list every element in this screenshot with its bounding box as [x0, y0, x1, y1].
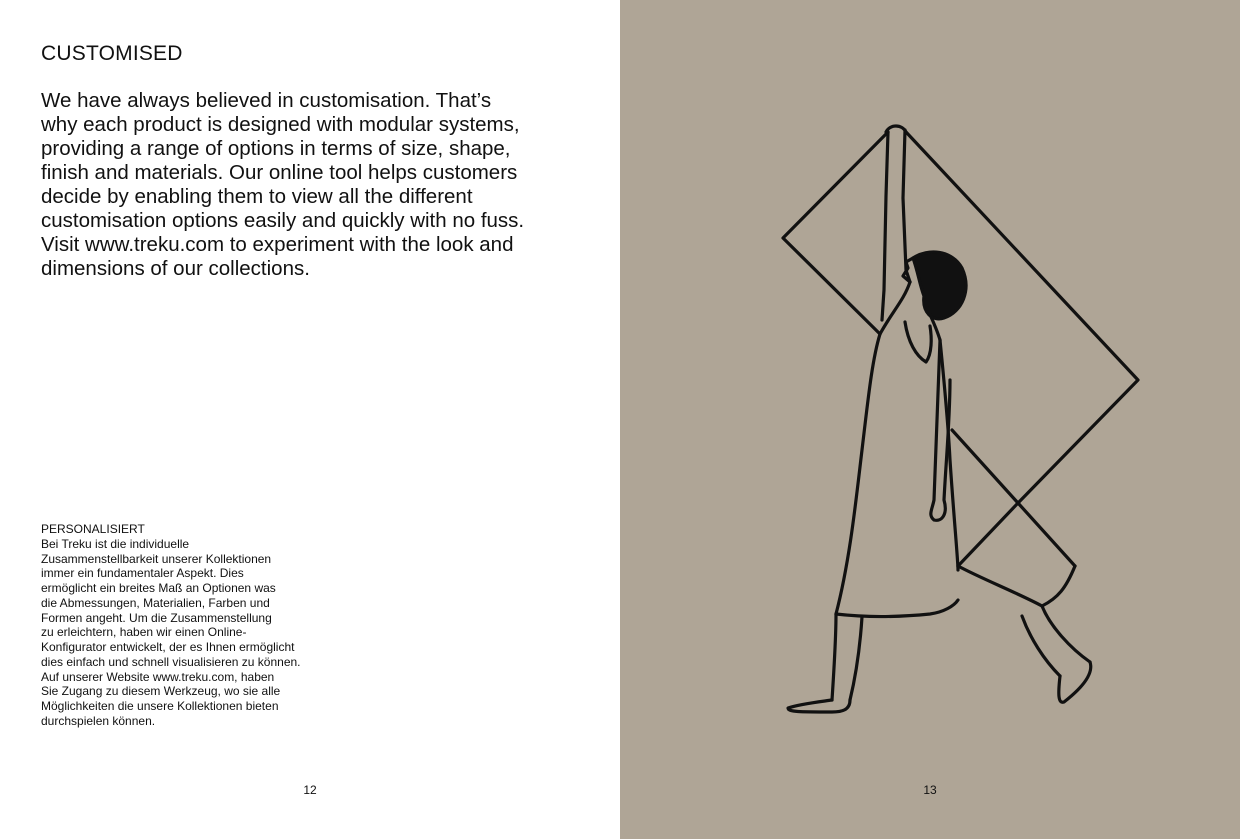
- german-line: Möglichkeiten die unsere Kollektionen bieten: [41, 699, 279, 713]
- page-heading: CUSTOMISED: [41, 42, 183, 65]
- intro-line: decide by enabling them to view all the different: [41, 185, 473, 208]
- german-line: Konfigurator entwickelt, der es Ihnen ermöglicht: [41, 640, 295, 654]
- leg-front-outer: [832, 614, 836, 700]
- dress-back: [940, 340, 958, 570]
- intro-line: Visit www.treku.com to experiment with the look and: [41, 233, 514, 256]
- page-number-left: 12: [303, 783, 317, 797]
- intro-line: customisation options easily and quickly with no fuss.: [41, 209, 525, 232]
- german-line: Formen angeht. Um die Zusammenstellung: [41, 610, 272, 625]
- arm-left: [882, 132, 888, 320]
- german-heading: PERSONALISIERT: [41, 522, 145, 536]
- foot-back: [1059, 662, 1091, 702]
- intro-line: why each product is designed with modular systems,: [41, 113, 520, 136]
- german-line: dies einfach und schnell visualisieren zu können.: [41, 654, 301, 669]
- dress-neckline: [905, 322, 931, 362]
- german-line: ermöglicht ein breites Maß an Optionen was: [41, 581, 276, 595]
- panel-outline-left: [783, 132, 888, 334]
- german-text-block: [41, 522, 331, 729]
- panel-outline-lower: [958, 503, 1018, 566]
- hair: [913, 252, 966, 319]
- page-number-right: 13: [923, 783, 937, 797]
- intro-line: We have always believed in customisation. That’s: [41, 89, 492, 112]
- dress-hem: [836, 600, 958, 617]
- woman-carrying-square-panel-illustration: [760, 110, 1160, 730]
- leg-front-inner: [850, 617, 862, 700]
- dress-front: [836, 334, 880, 614]
- intro-line: dimensions of our collections.: [41, 257, 310, 280]
- german-line: zu erleichtern, haben wir einen Online-: [41, 625, 247, 640]
- german-line: Bei Treku ist die individuelle: [41, 536, 190, 551]
- german-line: immer ein fundamentaler Aspekt. Dies: [41, 566, 244, 581]
- german-line: Sie Zugang zu diesem Werkzeug, wo sie alle: [41, 684, 281, 699]
- intro-line: providing a range of options in terms of size, shape,: [41, 137, 511, 160]
- intro-line: finish and materials. Our online tool helps customers: [41, 161, 518, 184]
- leg-back-outer: [1042, 606, 1090, 662]
- panel-seam: [952, 430, 1075, 566]
- german-line: durchspielen können.: [41, 713, 156, 728]
- german-line: Zusammenstellbarkeit unserer Kollektionen: [41, 551, 272, 566]
- english-intro-paragraph: [41, 89, 561, 281]
- arm-down: [931, 340, 950, 520]
- german-line: Auf unserer Website www.treku.com, haben: [41, 669, 275, 684]
- panel-lower-edge: [958, 566, 1075, 606]
- foot-front: [788, 700, 850, 712]
- german-line: die Abmessungen, Materialien, Farben und: [41, 595, 270, 610]
